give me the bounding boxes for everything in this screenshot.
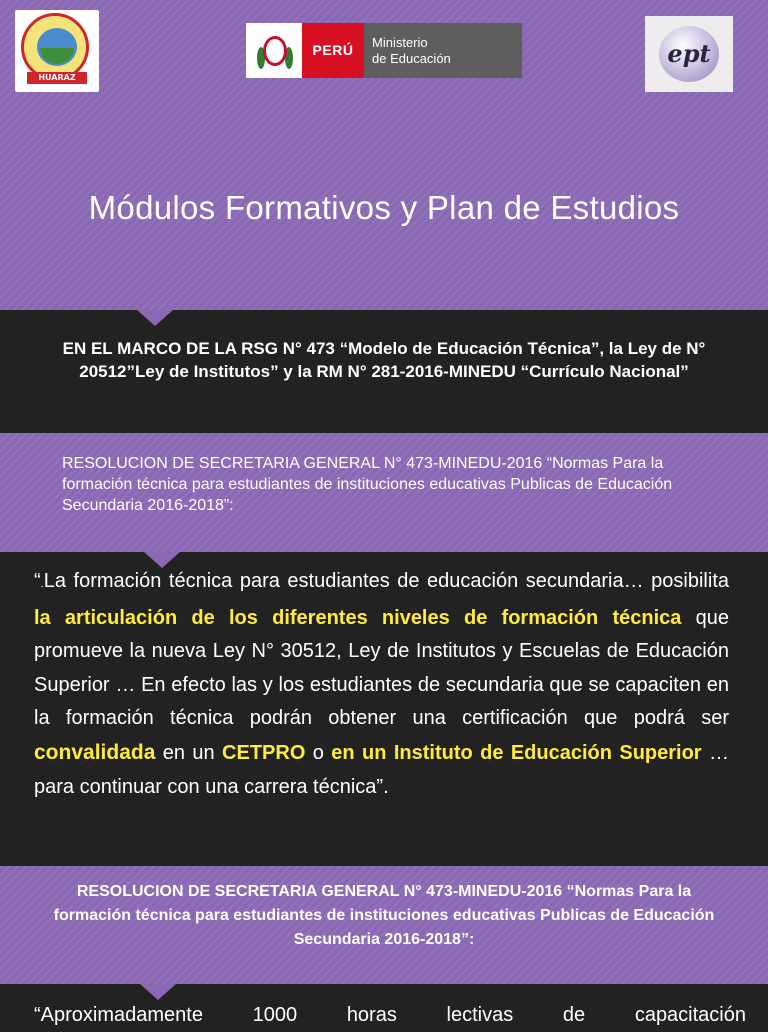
ept-logo — [645, 16, 733, 92]
highlight-cetpro: CETPRO — [222, 741, 306, 764]
quote-open: “ — [34, 570, 41, 592]
ugel-ribbon-text: HUARAZ — [27, 72, 87, 84]
resolution-heading-2: RESOLUCION DE SECRETARIA GENERAL N° 473-MINEDU-2016 “Normas Para la formación técnica para estudiantes de instituciones educativas Publicas de Educación Secundaria 2016-2018”: — [53, 883, 715, 948]
quote-text-2: que promueve la nueva Ley N° 30512, Ley de Institutos y Escuelas de Educación Superior … En efecto las y los estudiantes de secundaria que se capaciten en la formación técnica podrán obtener una certificación que podrá ser — [34, 606, 729, 730]
ministry-line-2: de Educación — [372, 51, 451, 66]
quote-text-3: en un — [155, 741, 223, 764]
ministry-line-1: Ministerio — [372, 35, 428, 50]
quote-paragraph-1 — [34, 565, 729, 804]
peru-coat-of-arms-icon — [254, 29, 296, 73]
highlight-instituto: en un Instituto de Educación Superior — [331, 741, 702, 764]
context-statement: EN EL MARCO DE LA RSG N° 473 “Modelo de Educación Técnica”, la Ley de N° 20512”Ley de Institutos” y la RM N° 281-2016-MINEDU “Currículo Nacional” — [62, 339, 706, 381]
ugel-seal-ring — [21, 13, 89, 81]
highlight-articulation: la articulación de los diferentes niveles de formación técnica — [34, 606, 682, 629]
ministry-label — [364, 23, 522, 78]
quote-text-4: o — [305, 741, 332, 764]
page-title: Módulos Formativos y Plan de Estudios — [88, 189, 680, 226]
ept-label: ept — [667, 39, 711, 68]
quote-dot: . — [40, 578, 44, 590]
highlight-convalidada: convalidada — [34, 740, 156, 764]
minedu-logo — [246, 23, 522, 78]
ugel-huaraz-logo — [15, 10, 99, 92]
quote-paragraph-2: “Aproximadamente 1000 horas lectivas de capacitación — [34, 1004, 746, 1026]
quote-text-5: …para continuar con una carrera técnica”. — [34, 741, 729, 798]
notch-1 — [137, 310, 173, 326]
shield-oval — [263, 36, 287, 66]
peru-label: PERÚ — [302, 23, 364, 78]
quote-text-1: La formación técnica para estudiantes de educación secundaria… posibilita — [43, 570, 729, 592]
resolution-heading-1: RESOLUCION DE SECRETARIA GENERAL N° 473-MINEDU-2016 “Normas Para la formación técnica para estudiantes de instituciones educativas Publicas de Educación Secundaria 2016-2018”: — [62, 455, 673, 514]
